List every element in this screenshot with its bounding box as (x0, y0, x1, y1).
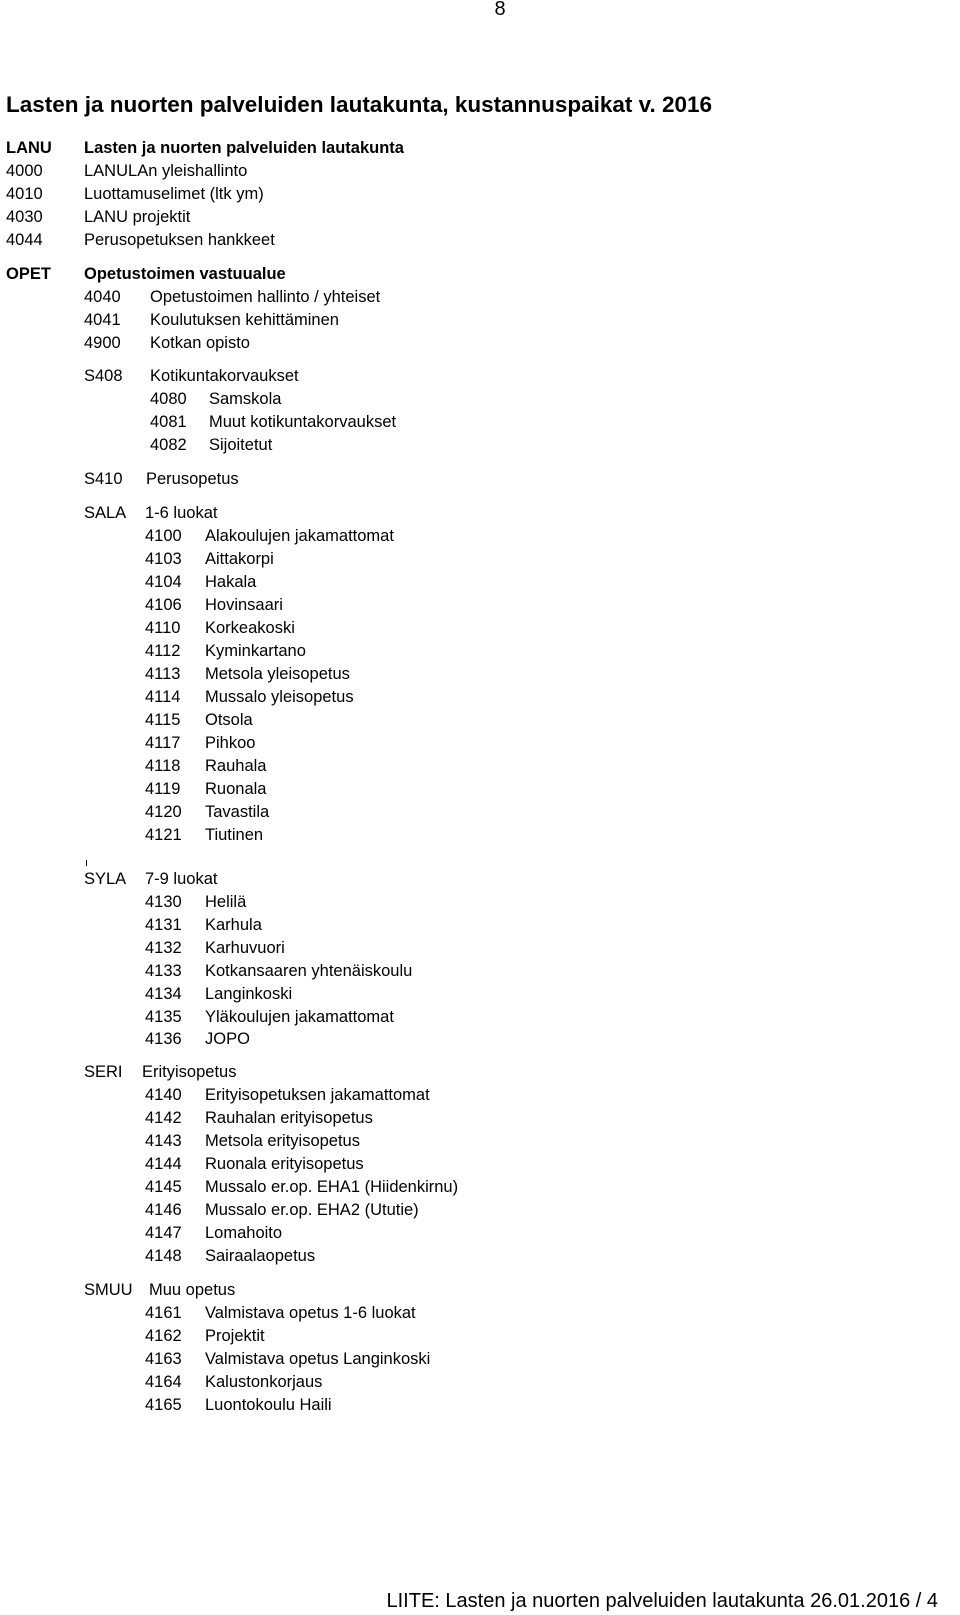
item-name: Mussalo er.op. EHA2 (Ututie) (205, 1201, 419, 1219)
item-code: 4145 (145, 1178, 182, 1196)
item-name: Kotkansaaren yhtenäiskoulu (205, 962, 413, 980)
item-code: 4103 (145, 550, 182, 568)
section-name: 7-9 luokat (145, 870, 218, 888)
item-name: Rauhalan erityisopetus (205, 1109, 373, 1127)
item-code: 4143 (145, 1132, 182, 1150)
item-code: 4165 (145, 1396, 182, 1414)
section-name: Muu opetus (149, 1281, 236, 1299)
item-code: 4120 (145, 803, 182, 821)
item-code: 4110 (145, 619, 181, 637)
item-name: Aittakorpi (205, 550, 274, 568)
section-code: SALA (84, 504, 127, 522)
item-code: 4114 (145, 688, 181, 706)
item-code: 4113 (145, 665, 181, 683)
item-code: 4131 (145, 916, 182, 934)
item-name: Mussalo er.op. EHA1 (Hiidenkirnu) (205, 1178, 459, 1196)
item-code: 4161 (145, 1304, 182, 1322)
item-name: Perusopetuksen hankkeet (84, 231, 275, 249)
item-name: Luottamuselimet (ltk ym) (84, 185, 264, 203)
item-code: 4010 (6, 185, 43, 203)
section-code: OPET (6, 265, 51, 283)
section-name: Opetustoimen vastuualue (84, 265, 286, 283)
item-name: Rauhala (205, 757, 267, 775)
document-title: Lasten ja nuorten palveluiden lautakunta, kustannuspaikat v. 2016 (6, 92, 713, 117)
section-name: Lasten ja nuorten palveluiden lautakunta (84, 139, 404, 157)
item-name: Mussalo yleisopetus (205, 688, 354, 706)
item-name: Muut kotikuntakorvaukset (209, 413, 397, 431)
item-code: 4146 (145, 1201, 182, 1219)
section-code: SMUU (84, 1281, 133, 1299)
item-name: Kalustonkorjaus (205, 1373, 323, 1391)
item-code: 4119 (145, 780, 181, 798)
item-code: 4130 (145, 893, 182, 911)
item-code: 4133 (145, 962, 182, 980)
item-code: 4140 (145, 1086, 182, 1104)
item-code: 4030 (6, 208, 43, 226)
item-code: 4112 (145, 642, 181, 660)
item-name: Korkeakoski (205, 619, 295, 637)
section-code: SERI (84, 1063, 123, 1081)
item-code: 4000 (6, 162, 43, 180)
item-name: Lomahoito (205, 1224, 283, 1242)
section-name: 1-6 luokat (145, 504, 218, 522)
item-code: 4104 (145, 573, 182, 591)
item-code: 4163 (145, 1350, 182, 1368)
item-name: Valmistava opetus Langinkoski (205, 1350, 431, 1368)
item-code: 4132 (145, 939, 182, 957)
item-code: 4164 (145, 1373, 182, 1391)
item-name: Tavastila (205, 803, 270, 821)
item-code: 4142 (145, 1109, 182, 1127)
item-name: Metsola erityisopetus (205, 1132, 360, 1150)
item-name: Hovinsaari (205, 596, 283, 614)
item-code: 4121 (145, 826, 182, 844)
item-name: Luontokoulu Haili (205, 1396, 332, 1414)
item-name: Ruonala (205, 780, 267, 798)
item-code: 4041 (84, 311, 121, 329)
item-name: Samskola (209, 390, 282, 408)
item-code: 4044 (6, 231, 43, 249)
item-code: 4135 (145, 1008, 182, 1026)
section-code: S408 (84, 367, 123, 385)
item-name: Karhuvuori (205, 939, 285, 957)
item-code: 4080 (150, 390, 187, 408)
item-name: Projektit (205, 1327, 265, 1345)
item-code: 4136 (145, 1030, 182, 1048)
item-name: LANULAn yleishallinto (84, 162, 248, 180)
item-code: 4148 (145, 1247, 182, 1265)
item-name: JOPO (205, 1030, 250, 1048)
section-code: SYLA (84, 870, 127, 888)
item-name: Helilä (205, 893, 247, 911)
item-name: Koulutuksen kehittäminen (150, 311, 339, 329)
item-name: Opetustoimen hallinto / yhteiset (150, 288, 381, 306)
item-name: Karhula (205, 916, 262, 934)
item-name: Sijoitetut (209, 436, 273, 454)
section-name: Erityisopetus (142, 1063, 237, 1081)
item-name: Kyminkartano (205, 642, 306, 660)
item-code: 4040 (84, 288, 121, 306)
section-code: LANU (6, 139, 52, 157)
item-name: Pihkoo (205, 734, 256, 752)
item-code: 4147 (145, 1224, 182, 1242)
item-code: 4106 (145, 596, 182, 614)
section-name: Perusopetus (146, 470, 239, 488)
item-name: Sairaalaopetus (205, 1247, 316, 1265)
item-code: 4144 (145, 1155, 182, 1173)
page-number: 8 (494, 0, 506, 20)
footer-attachment-note: LIITE: Lasten ja nuorten palveluiden lautakunta 26.01.2016 / 4 (386, 1590, 938, 1612)
item-name: Kotkan opisto (150, 334, 250, 352)
item-name: Otsola (205, 711, 253, 729)
tick-mark (86, 860, 87, 866)
item-code: 4082 (150, 436, 187, 454)
item-code: 4117 (145, 734, 181, 752)
item-name: Metsola yleisopetus (205, 665, 350, 683)
item-name: Valmistava opetus 1-6 luokat (205, 1304, 416, 1322)
item-name: Alakoulujen jakamattomat (205, 527, 394, 545)
item-code: 4162 (145, 1327, 182, 1345)
item-name: Langinkoski (205, 985, 293, 1003)
item-code: 4118 (145, 757, 181, 775)
item-code: 4081 (150, 413, 187, 431)
item-name: Erityisopetuksen jakamattomat (205, 1086, 430, 1104)
item-name: Tiutinen (205, 826, 264, 844)
item-code: 4100 (145, 527, 182, 545)
item-name: LANU projektit (84, 208, 191, 226)
section-name: Kotikuntakorvaukset (150, 367, 299, 385)
item-name: Hakala (205, 573, 257, 591)
item-name: Ruonala erityisopetus (205, 1155, 364, 1173)
item-code: 4900 (84, 334, 121, 352)
item-name: Yläkoulujen jakamattomat (205, 1008, 394, 1026)
section-code: S410 (84, 470, 123, 488)
item-code: 4134 (145, 985, 182, 1003)
item-code: 4115 (145, 711, 181, 729)
